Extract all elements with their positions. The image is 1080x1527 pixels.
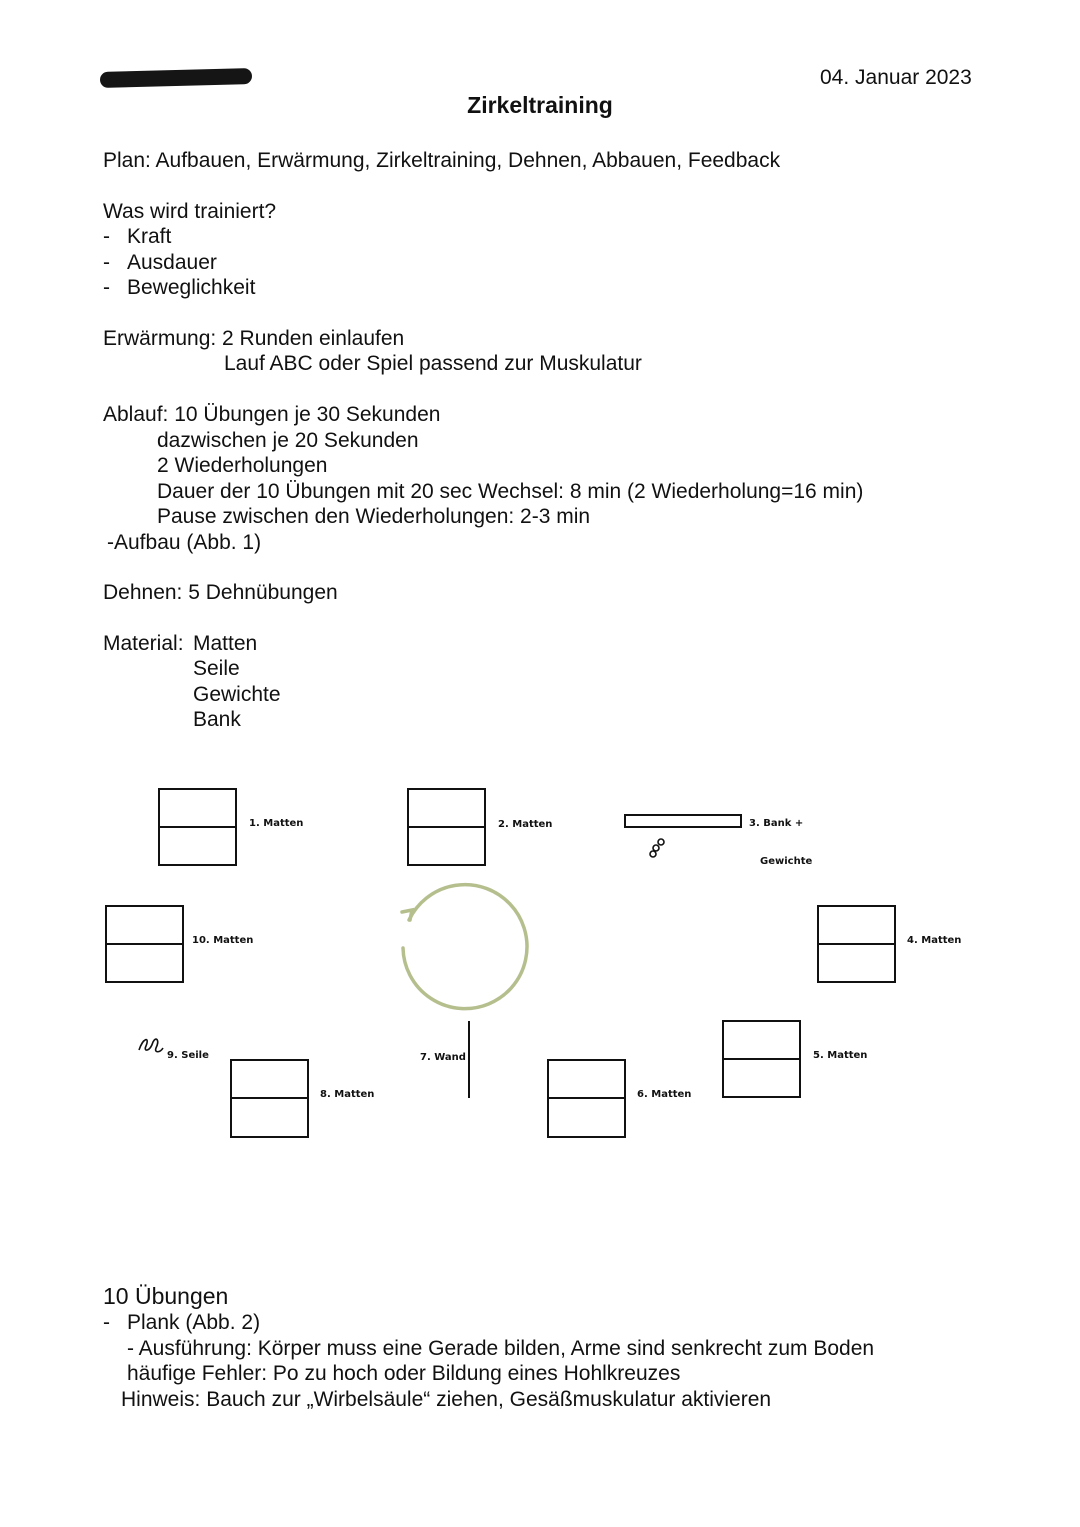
- material-label: Material:: [103, 632, 184, 655]
- trained-question: Was wird trainiert?: [103, 200, 277, 223]
- mat-icon: [818, 906, 895, 982]
- warmup-line-2: Lauf ABC oder Spiel passend zur Muskulatur: [224, 352, 642, 375]
- material-item: Matten: [193, 632, 258, 655]
- procedure-line-3: 2 Wiederholungen: [157, 454, 328, 477]
- material-item: Bank: [193, 708, 241, 731]
- station-label-8: 8. Matten: [320, 1089, 375, 1100]
- trained-item: - Ausdauer: [103, 251, 217, 274]
- station-label-7: 7. Wand: [420, 1052, 466, 1063]
- date: 04. Januar 2023: [820, 66, 972, 89]
- mat-icon: [106, 906, 183, 982]
- station-label-1: 1. Matten: [249, 818, 304, 829]
- exercise-errors: häufige Fehler: Po zu hoch oder Bildung eines Hohlkreuzes: [127, 1362, 681, 1385]
- station-label-3: 3. Bank +: [749, 818, 804, 829]
- trained-item-label: Beweglichkeit: [127, 276, 256, 299]
- trained-item-label: Ausdauer: [127, 251, 217, 274]
- rotation-circle-icon: [402, 885, 527, 1009]
- procedure-line-5: Pause zwischen den Wiederholungen: 2-3 min: [157, 505, 591, 528]
- bench-icon: [625, 815, 741, 827]
- station-label-3b: Gewichte: [760, 856, 813, 867]
- procedure-line-6: -Aufbau (Abb. 1): [107, 531, 262, 554]
- exercise-item-label: Plank (Abb. 2): [127, 1311, 261, 1334]
- mat-icon: [723, 1021, 800, 1097]
- station-label-6: 6. Matten: [637, 1089, 692, 1100]
- station-label-9: 9. Seile: [167, 1050, 209, 1061]
- trained-item: - Beweglichkeit: [103, 276, 256, 299]
- plan-line: Plan: Aufbauen, Erwärmung, Zirkeltraining, Dehnen, Abbauen, Feedback: [103, 149, 781, 172]
- procedure-line-4: Dauer der 10 Übungen mit 20 sec Wechsel: 8 min (2 Wiederholung=16 min): [157, 480, 864, 503]
- mat-icon: [159, 789, 236, 865]
- trained-item-label: Kraft: [127, 225, 172, 248]
- mat-icon: [408, 789, 485, 865]
- station-label-2: 2. Matten: [498, 819, 553, 830]
- material-item: Gewichte: [193, 683, 281, 706]
- exercise-hint: Hinweis: Bauch zur „Wirbelsäule“ ziehen, Gesäßmuskulatur aktivieren: [121, 1388, 772, 1411]
- station-label-5: 5. Matten: [813, 1050, 868, 1061]
- warmup-line-1: Erwärmung: 2 Runden einlaufen: [103, 327, 405, 350]
- procedure-line-1: Ablauf: 10 Übungen je 30 Sekunden: [103, 403, 441, 426]
- exercise-execution: - Ausführung: Körper muss eine Gerade bilden, Arme sind senkrecht zum Boden: [127, 1337, 875, 1360]
- material-item: Seile: [193, 657, 240, 680]
- mat-icon: [231, 1060, 308, 1137]
- exercises-heading: 10 Übungen: [103, 1283, 229, 1309]
- station-label-4: 4. Matten: [907, 935, 962, 946]
- trained-item: - Kraft: [103, 225, 172, 248]
- page-title: Zirkeltraining: [467, 92, 613, 118]
- weights-icon: [650, 839, 664, 857]
- procedure-line-2: dazwischen je 20 Sekunden: [157, 429, 419, 452]
- mat-icon: [548, 1060, 625, 1137]
- station-diagram: [0, 760, 1080, 1160]
- stretch-line: Dehnen: 5 Dehnübungen: [103, 581, 338, 604]
- rope-icon: [139, 1039, 163, 1052]
- exercise-item: - Plank (Abb. 2): [103, 1311, 261, 1334]
- station-label-10: 10. Matten: [192, 935, 254, 946]
- redacted-name: [100, 68, 252, 88]
